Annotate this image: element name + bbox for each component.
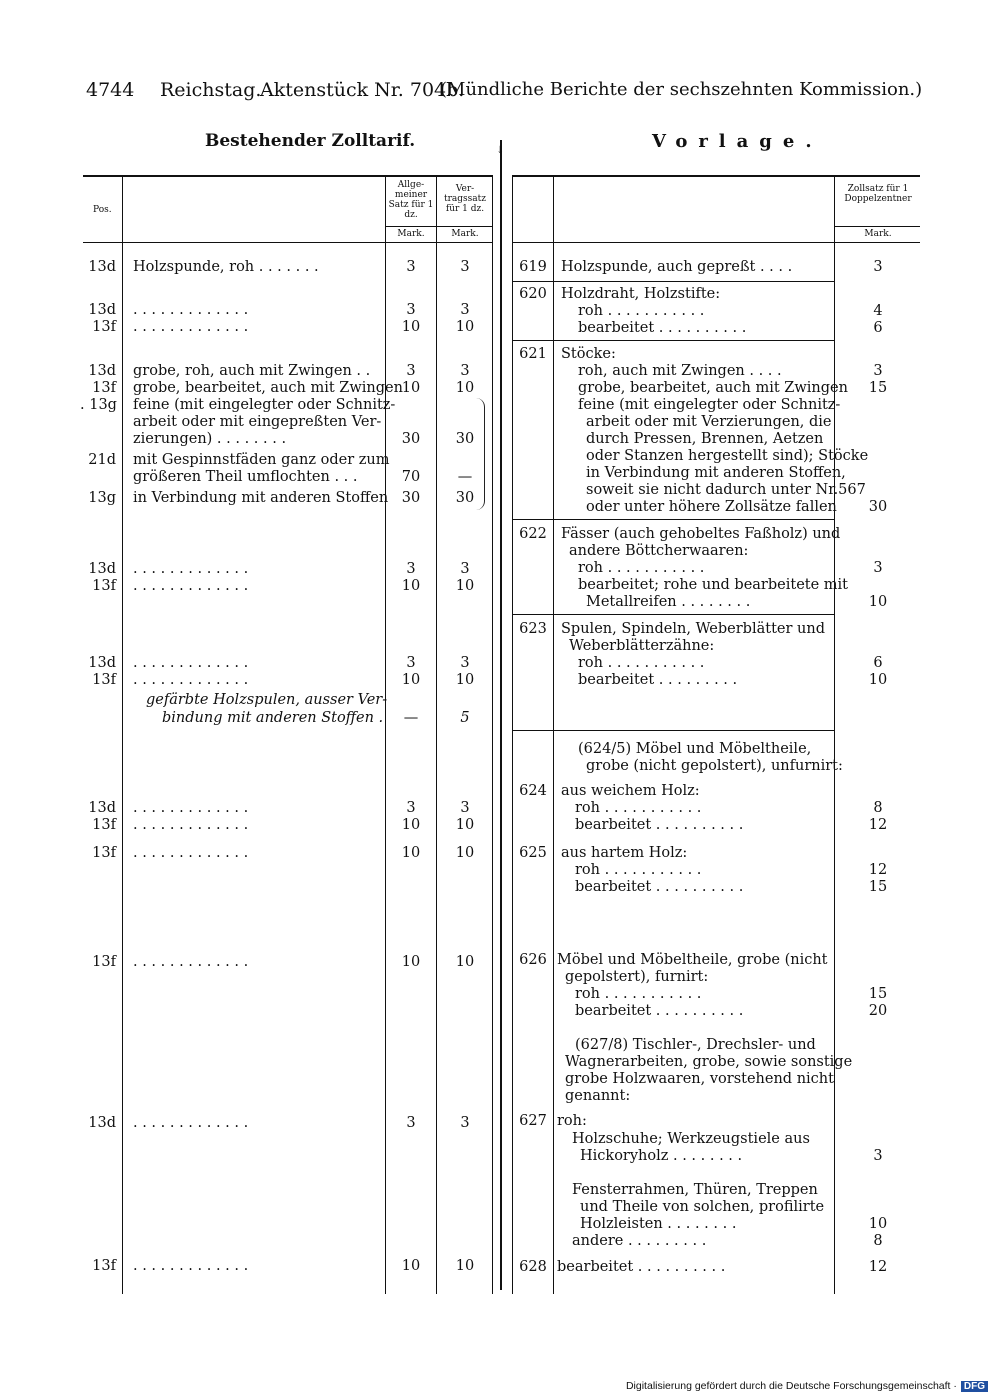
tariff-rate: 8 [873,1233,883,1249]
left-description: gefärbte Holzspulen, ausser Ver- [146,692,388,708]
left-treaty-rate: 10 [455,1258,475,1274]
tariff-number: 621 [519,346,547,362]
left-treaty-rate: 10 [455,954,475,970]
tariff-number: 623 [519,621,547,637]
left-description: bindung mit anderen Stoffen . [162,710,384,726]
tariff-description: bearbeitet; rohe und bearbeitete mit [578,577,849,593]
left-pos: 13d [88,1115,116,1131]
left-general-rate: 3 [406,655,416,671]
left-table-top-rule [83,175,493,177]
left-pos: 13f [92,578,116,594]
tariff-rate: 15 [868,380,888,396]
group-heading: grobe (nicht gepolstert), unfurnirt: [586,758,843,774]
left-treaty-rate: 10 [455,672,475,688]
left-general-rate: 10 [401,319,421,335]
tariff-rate: 3 [873,560,883,576]
left-description: . . . . . . . . . . . . . [133,672,249,688]
tariff-number: 622 [519,526,547,542]
center-divider [500,140,502,1290]
tariff-rate: 20 [868,1003,888,1019]
left-pos: 13f [92,845,116,861]
column-header-general-rate: Allge- meiner Satz für 1 dz. [388,180,434,220]
tariff-number: 626 [519,952,547,968]
left-general-rate: 3 [406,259,416,275]
right-edge-left [512,176,513,1294]
tariff-description: arbeit oder mit Verzierungen, die [586,414,832,430]
left-pos: 13f [92,672,116,688]
page-number: 4744 [86,79,135,101]
column-header-rate-unit: Mark. [864,229,892,239]
column-header-general-unit: Mark. [397,229,425,239]
left-treaty-rate: 3 [460,1115,470,1131]
tariff-description: aus hartem Holz: [561,845,688,861]
left-general-rate: 3 [406,363,416,379]
right-section-title: Vorlage. [652,131,823,152]
tariff-rate: 4 [873,303,883,319]
right-entry-rule [512,281,834,282]
left-general-rate: 30 [401,431,421,447]
left-description: Holzspunde, roh . . . . . . . [133,259,319,275]
left-general-rate: 3 [406,561,416,577]
left-header-rule [83,242,493,243]
digitization-credit [626,1380,988,1392]
right-header-rule [512,242,920,243]
left-treaty-rate: — [457,469,473,485]
tariff-rate: 10 [868,1216,888,1232]
left-pos: 13g [88,490,116,506]
left-pos: 13f [92,319,116,335]
tariff-description: und Theile von solchen, profilirte [580,1199,825,1215]
left-general-rate: 10 [401,817,421,833]
left-description: . . . . . . . . . . . . . [133,578,249,594]
tariff-description: Metallreifen . . . . . . . . [586,594,751,610]
left-treaty-rate: 10 [455,845,475,861]
left-general-rate: — [403,710,419,726]
left-description: größeren Theil umflochten . . . [133,469,358,485]
left-treaty-rate: 3 [460,800,470,816]
tariff-description: andere . . . . . . . . . [572,1233,707,1249]
left-description: . . . . . . . . . . . . . [133,655,249,671]
tariff-description: Holzleisten . . . . . . . . [580,1216,737,1232]
group-heading: genannt: [565,1088,631,1104]
tariff-description: roh . . . . . . . . . . . [575,986,702,1002]
left-pos: 13d [88,259,116,275]
tariff-description: Holzschuhe; Werkzeugstiele aus [572,1131,810,1147]
left-pos: 13f [92,380,116,396]
tariff-description: roh: [557,1113,587,1129]
left-description: . . . . . . . . . . . . . [133,817,249,833]
group-heading: (627/8) Tischler-, Drechsler- und [575,1037,816,1053]
tariff-description: aus weichem Holz: [561,783,700,799]
tariff-description: Spulen, Spindeln, Weberblätter und [561,621,825,637]
left-general-rate: 10 [401,845,421,861]
bracket-brace [476,398,485,510]
left-treaty-rate: 3 [460,655,470,671]
tariff-description: Möbel und Möbeltheile, grobe (nicht [557,952,828,968]
tariff-number: 627 [519,1113,547,1129]
left-description: . . . . . . . . . . . . . [133,1258,249,1274]
tariff-description: Holzspunde, auch gepreßt . . . . [561,259,793,275]
tariff-number: 625 [519,845,547,861]
tariff-description: durch Pressen, Brennen, Aetzen [586,431,824,447]
tariff-description: Weberblätterzähne: [569,638,715,654]
right-entry-rule [512,340,834,341]
tariff-description: andere Böttcherwaaren: [569,543,749,559]
tariff-rate: 30 [868,499,888,515]
left-general-rate: 10 [401,672,421,688]
tariff-rate: 6 [873,655,883,671]
group-heading: Wagnerarbeiten, grobe, sowie sonstige [565,1054,853,1070]
tariff-description: Stöcke: [561,346,616,362]
left-description: . . . . . . . . . . . . . [133,845,249,861]
tariff-description: Fensterrahmen, Thüren, Treppen [572,1182,818,1198]
column-header-pos: Pos. [93,205,112,215]
tariff-description: bearbeitet . . . . . . . . . [578,672,738,688]
left-pos: 13d [88,655,116,671]
tariff-description: roh . . . . . . . . . . . [578,303,705,319]
left-general-rate: 10 [401,578,421,594]
left-description: grobe, bearbeitet, auch mit Zwingen [133,380,403,396]
left-description: mit Gespinnstfäden ganz oder zum [133,452,390,468]
left-pos: 13d [88,363,116,379]
left-section-title: Bestehender Zolltarif. [205,131,416,151]
left-pos: 13d [88,561,116,577]
left-treaty-rate: 3 [460,259,470,275]
left-treaty-rate: 3 [460,363,470,379]
column-header-treaty-rate: Ver- tragssatz für 1 dz. [443,184,486,214]
tariff-description: roh, auch mit Zwingen . . . . [578,363,782,379]
left-treaty-rate: 10 [455,578,475,594]
right-unit-rule [835,226,920,227]
left-pos: 21d [88,452,116,468]
left-treaty-rate: 5 [460,710,470,726]
dfg-logo: DFG [961,1381,988,1392]
left-description: in Verbindung mit anderen Stoffen [133,490,389,506]
left-treaty-rate: 10 [455,380,475,396]
tariff-description: grobe, bearbeitet, auch mit Zwingen [578,380,848,396]
tariff-description: Fässer (auch gehobeltes Faßholz) und [561,526,841,542]
tariff-description: roh . . . . . . . . . . . [575,862,702,878]
tariff-rate: 10 [868,672,888,688]
tariff-number: 624 [519,783,547,799]
left-general-rate: 30 [401,490,421,506]
tariff-description: bearbeitet . . . . . . . . . . [578,320,747,336]
tariff-rate: 15 [868,879,888,895]
right-entry-rule [512,519,834,520]
tariff-number: 620 [519,286,547,302]
tariff-description: Hickoryholz . . . . . . . . [580,1148,743,1164]
tariff-rate: 12 [868,1259,888,1275]
tariff-rate: 6 [873,320,883,336]
tariff-description: gepolstert), furnirt: [565,969,709,985]
tariff-description: feine (mit eingelegter oder Schnitz- [578,397,841,413]
tariff-description: Holzdraht, Holzstifte: [561,286,721,302]
left-treaty-rate: 30 [455,490,475,506]
left-treaty-rate: 10 [455,319,475,335]
tariff-number: 628 [519,1259,547,1275]
left-description: grobe, roh, auch mit Zwingen . . [133,363,371,379]
tariff-description: bearbeitet . . . . . . . . . . [575,879,744,895]
left-general-rate: 10 [401,954,421,970]
left-description: . . . . . . . . . . . . . [133,561,249,577]
tariff-rate: 8 [873,800,883,816]
tariff-description: roh . . . . . . . . . . . [575,800,702,816]
left-unit-rule [386,226,492,227]
tariff-number: 619 [519,259,547,275]
right-rate-divider [834,176,835,1294]
group-heading: (624/5) Möbel und Möbeltheile, [578,741,812,757]
credit-text: Digitalisierung gefördert durch die Deutsche Forschungsgemeinschaft · [625,1380,957,1392]
tariff-description: oder unter höhere Zollsätze fallen [586,499,837,515]
tariff-rate: 10 [868,594,888,610]
left-treaty-rate: 10 [455,817,475,833]
tariff-rate: 3 [873,259,883,275]
tariff-rate: 12 [868,862,888,878]
divider-arrow-icon: ↓ [496,145,505,156]
left-pos: 13d [88,800,116,816]
tariff-rate: 3 [873,363,883,379]
right-entry-rule [512,614,834,615]
left-treaty-rate: 3 [460,561,470,577]
tariff-description: roh . . . . . . . . . . . [578,655,705,671]
column-header-treaty-unit: Mark. [451,229,479,239]
tariff-description: bearbeitet . . . . . . . . . . [557,1259,726,1275]
left-description: . . . . . . . . . . . . . [133,1115,249,1131]
left-general-rate: 3 [406,1115,416,1131]
left-general-rate: 70 [401,469,421,485]
group-heading: grobe Holzwaaren, vorstehend nicht [565,1071,834,1087]
left-pos: 13d [88,302,116,318]
right-no-divider [553,176,554,1294]
left-pos: 13f [92,1258,116,1274]
left-pos: 13f [92,954,116,970]
left-general-rate: 3 [406,800,416,816]
left-rate-divider [436,176,437,1294]
tariff-description: oder Stanzen hergestellt sind); Stöcke [586,448,869,464]
tariff-description: in Verbindung mit anderen Stoffen, [586,465,846,481]
left-treaty-rate: 30 [455,431,475,447]
tariff-rate: 15 [868,986,888,1002]
header-subtitle: (Mündliche Berichte der sechszehnten Kommission.) [440,79,923,100]
right-entry-rule [512,730,834,731]
left-edge [492,176,493,1294]
left-description: . . . . . . . . . . . . . [133,800,249,816]
left-pos: . 13g [80,397,117,413]
left-general-rate: 3 [406,302,416,318]
document-reference: Aktenstück Nr. 704b. [260,79,465,101]
left-treaty-rate: 3 [460,302,470,318]
tariff-description: soweit sie nicht dadurch unter Nr.567 [586,482,866,498]
right-table-top-rule [512,175,920,177]
left-pos: 13f [92,817,116,833]
tariff-description: roh . . . . . . . . . . . [578,560,705,576]
header-title: Reichstag. [160,79,262,101]
column-header-rate: Zollsatz für 1 Doppelzentner [844,184,912,204]
left-description: feine (mit eingelegter oder Schnitz- [133,397,396,413]
left-pos-divider [122,176,123,1294]
tariff-rate: 3 [873,1148,883,1164]
tariff-description: bearbeitet . . . . . . . . . . [575,1003,744,1019]
tariff-description: bearbeitet . . . . . . . . . . [575,817,744,833]
left-general-rate: 10 [401,380,421,396]
left-text-divider [385,176,386,1294]
left-general-rate: 10 [401,1258,421,1274]
left-description: zierungen) . . . . . . . . [133,431,287,447]
left-description: arbeit oder mit eingepreßten Ver- [133,414,382,430]
tariff-rate: 12 [868,817,888,833]
left-description: . . . . . . . . . . . . . [133,319,249,335]
left-description: . . . . . . . . . . . . . [133,954,249,970]
left-description: . . . . . . . . . . . . . [133,302,249,318]
